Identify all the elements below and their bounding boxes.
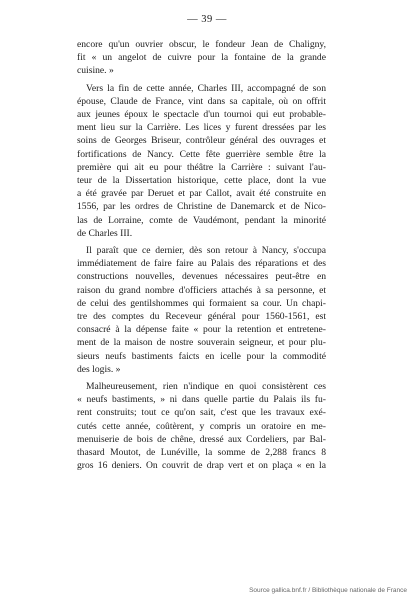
text-line: aux jeunes époux le spectacle d'un tournoi qui eut probable- bbox=[77, 109, 326, 121]
text-line: « neufs bastiments, » ni dans quelle partie du Palais ils fu- bbox=[77, 394, 326, 406]
text-line: soins de Georges Briseur, contrôleur général des ouvrages et bbox=[77, 135, 326, 147]
paragraph bbox=[77, 82, 326, 240]
text-line: de celui des gentilshommes qui formaient sa cour. Un chapi- bbox=[77, 297, 326, 309]
text-line: première qui ait eu pour théâtre la Carrière : suivant l'au- bbox=[77, 161, 326, 173]
text-line: thasard Moutot, de Lunéville, la somme de 2,288 francs 8 bbox=[77, 447, 326, 459]
body-text bbox=[77, 38, 326, 473]
text-line: rent construits; tout ce qu'on sait, c'est que les travaux exé- bbox=[77, 407, 326, 419]
text-line: ment lieu sur la Carrière. Les lices y furent dressées par les bbox=[77, 122, 326, 134]
text-line: 1556, par les ordres de Christine de Danemarck et de Nico- bbox=[77, 201, 326, 213]
text-line: de Charles III. bbox=[77, 227, 133, 239]
text-line: Malheureusement, rien n'indique en quoi consistèrent ces bbox=[86, 381, 326, 393]
text-line: tre des comptes du Receveur général pour 1560-1561, est bbox=[77, 311, 326, 323]
text-line: des logis. » bbox=[77, 363, 121, 375]
paragraph bbox=[77, 244, 326, 376]
text-line: fit « un angelot de cuivre pour la fontaine de la grande bbox=[77, 52, 326, 64]
paragraph bbox=[77, 380, 326, 472]
text-line: menuiserie de bois de chêne, dressé aux Cordeliers, par Bal- bbox=[77, 433, 326, 445]
text-line: Vers la fin de cette année, Charles III, accompagné de son bbox=[86, 82, 326, 94]
text-line: ment de la maison de nostre souverain seigneur, et pour plu- bbox=[77, 337, 326, 349]
source-attribution: Source gallica.bnf.fr / Bibliothèque nationale de France bbox=[249, 587, 407, 594]
text-line: cuisine. » bbox=[77, 65, 114, 77]
text-line: a été gravée par Deruet et par Callot, avait été construite en bbox=[77, 188, 326, 200]
text-line: constructions nouvelles, devenues nécessaires peut-être en bbox=[77, 271, 326, 283]
text-line: sieurs neufs bastiments faicts en icelle pour la commodité bbox=[77, 350, 326, 362]
text-line: las de Lorraine, comte de Vaudémont, pendant la minorité bbox=[77, 214, 326, 226]
text-line: gros 16 deniers. On couvrit de drap vert et on plaça « en la bbox=[77, 460, 326, 472]
text-line: raison du grand nombre d'officiers attachés à sa personne, et bbox=[77, 284, 326, 296]
text-line: épouse, Claude de France, vint dans sa capitale, où on offrit bbox=[77, 95, 326, 107]
text-line: Il paraît que ce dernier, dès son retour à Nancy, s'occupa bbox=[86, 245, 326, 257]
text-line: cutés cette année, coûtèrent, y compris un oratoire en me- bbox=[77, 420, 326, 432]
text-line: encore qu'un ouvrier obscur, le fondeur Jean de Chaligny, bbox=[77, 39, 326, 50]
text-line: immédiatement de faire faire au Palais des réparations et des bbox=[77, 258, 326, 270]
text-line: teur de la Dissertation historique, cette place, dont la vue bbox=[77, 175, 326, 187]
text-line: consacré à la dépense faite « pour la retention et entretene- bbox=[77, 324, 326, 336]
paragraph bbox=[77, 38, 326, 78]
page-number: — 39 — bbox=[187, 14, 227, 25]
text-line: fortifications de Nancy. Cette fête guerrière semble être la bbox=[77, 148, 326, 160]
